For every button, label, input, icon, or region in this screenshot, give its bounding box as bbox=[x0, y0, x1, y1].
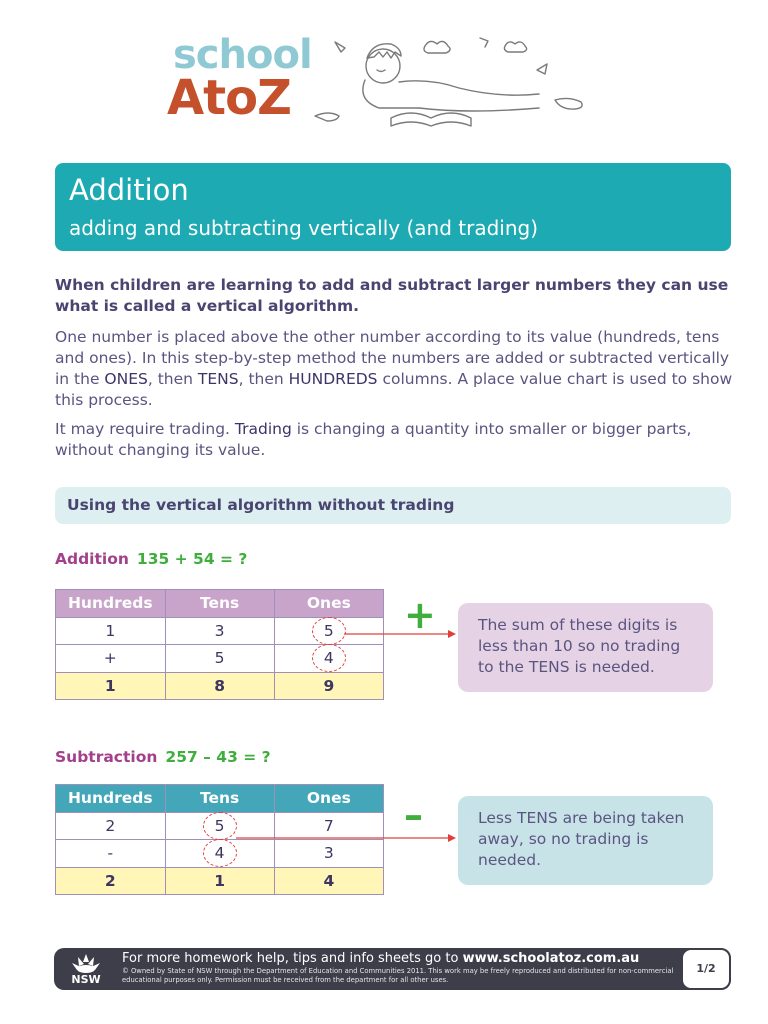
column-header-tens: Tens bbox=[165, 785, 274, 813]
column-header-ones: Ones bbox=[274, 590, 383, 618]
subtraction-label: Subtraction bbox=[55, 748, 158, 766]
school-atoz-logo bbox=[165, 30, 605, 140]
table-row bbox=[56, 617, 384, 645]
addition-explanation-note: The sum of these digits is less than 10 so no trading to the TENS is needed. bbox=[458, 603, 713, 692]
addition-place-value-chart bbox=[55, 589, 384, 700]
footer-main-line bbox=[122, 950, 682, 967]
page-number: 1/2 bbox=[681, 948, 731, 990]
total-row bbox=[56, 672, 384, 700]
footer-copyright: © Owned by State of NSW through the Department of Education and Communities 2011. This work may be freely reproduced and distributed for non-commercial educational purposes only. Permission must be received from the department for all other uses. bbox=[122, 967, 674, 984]
keyword-ones: ONES bbox=[104, 370, 148, 388]
column-header-hundreds: Hundreds bbox=[56, 785, 166, 813]
column-header-tens: Tens bbox=[165, 590, 274, 618]
table-header-row bbox=[56, 590, 384, 618]
addition-label: Addition bbox=[55, 550, 129, 568]
subtraction-equation: 257 – 43 = ? bbox=[165, 748, 271, 766]
total-cell: 9 bbox=[274, 672, 383, 700]
page-title: Addition bbox=[69, 173, 189, 207]
para2-text-b: is changing a quantity into smaller or bigger parts, without changing its value. bbox=[55, 420, 692, 459]
total-cell: 4 bbox=[274, 867, 383, 895]
table-header-row bbox=[56, 785, 384, 813]
arrow-icon bbox=[236, 832, 456, 844]
logo-school-text: school bbox=[173, 32, 312, 78]
table-cell: 1 bbox=[56, 617, 166, 645]
child-reading-illustration bbox=[305, 30, 605, 138]
waratah-icon bbox=[66, 952, 106, 974]
arrow-icon bbox=[344, 628, 456, 640]
nsw-logo-text: NSW bbox=[71, 973, 101, 986]
total-cell: 2 bbox=[56, 867, 166, 895]
table-cell: 7 bbox=[274, 812, 383, 840]
minus-sign-icon: – bbox=[404, 793, 423, 837]
subtraction-example-label bbox=[55, 748, 271, 766]
table-cell: 2 bbox=[56, 812, 166, 840]
keyword-trading: Trading bbox=[234, 420, 292, 438]
circled-digit: 5 bbox=[214, 816, 225, 835]
table-cell: 3 bbox=[274, 840, 383, 868]
para1-text-a: One number is placed above the other number according to its value (hundreds, tens and ones). In this step-by-step method the numbers are added or subtracted vertically in the bbox=[55, 328, 730, 388]
keyword-tens: TENS bbox=[197, 370, 239, 388]
intro-lead: When children are learning to add and subtract larger numbers they can use what is called a vertical algorithm. bbox=[55, 276, 729, 315]
nsw-logo bbox=[66, 952, 106, 986]
footer-text bbox=[122, 950, 682, 985]
plus-sign-icon: + bbox=[404, 593, 436, 637]
table-cell-circled bbox=[274, 645, 383, 673]
table-row bbox=[56, 645, 384, 673]
column-header-ones: Ones bbox=[274, 785, 383, 813]
addition-equation: 135 + 54 = ? bbox=[136, 550, 248, 568]
intro-paragraph-2 bbox=[55, 419, 735, 461]
total-row bbox=[56, 867, 384, 895]
column-header-hundreds: Hundreds bbox=[56, 590, 166, 618]
para1-text-c: , then bbox=[238, 370, 289, 388]
addition-example-label bbox=[55, 550, 247, 568]
total-cell: 1 bbox=[56, 672, 166, 700]
table-cell: + bbox=[56, 645, 166, 673]
footer-website-link[interactable]: www.schoolatoz.com.au bbox=[462, 951, 640, 966]
para1-text-d: columns. A place value chart is used to show this process. bbox=[55, 370, 733, 409]
para2-text-a: It may require trading. bbox=[55, 420, 235, 438]
table-cell: 3 bbox=[165, 617, 274, 645]
circled-digit: 4 bbox=[214, 844, 225, 863]
title-banner bbox=[55, 163, 731, 251]
table-cell: - bbox=[56, 840, 166, 868]
intro-paragraph-1 bbox=[55, 327, 735, 411]
circled-digit: 5 bbox=[323, 621, 334, 640]
total-cell: 8 bbox=[165, 672, 274, 700]
circled-digit: 4 bbox=[323, 649, 334, 668]
keyword-hundreds: HUNDREDS bbox=[288, 370, 378, 388]
para1-text-b: , then bbox=[147, 370, 198, 388]
table-cell: 5 bbox=[165, 645, 274, 673]
logo-atoz-text: AtoZ bbox=[167, 70, 291, 126]
total-cell: 1 bbox=[165, 867, 274, 895]
footer-help-text: For more homework help, tips and info sheets go to bbox=[122, 951, 463, 966]
section-heading: Using the vertical algorithm without trading bbox=[55, 487, 731, 524]
subtraction-explanation-note: Less TENS are being taken away, so no trading is needed. bbox=[458, 796, 713, 885]
footer-bar bbox=[54, 948, 731, 990]
page-subtitle: adding and subtracting vertically (and trading) bbox=[69, 216, 539, 240]
